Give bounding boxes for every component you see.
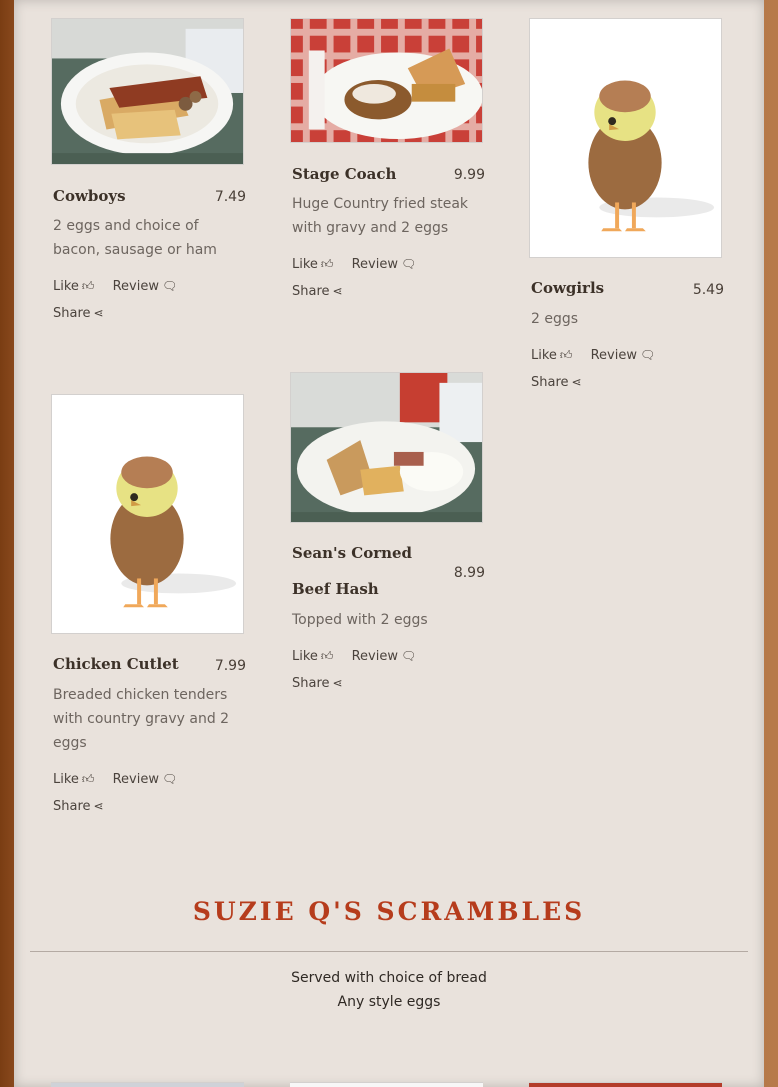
review-button[interactable] <box>352 643 417 670</box>
menu-item-actions <box>531 342 726 396</box>
thumbs-up-icon: 👍︎ <box>559 348 573 362</box>
share-icon: ⋖ <box>332 284 343 298</box>
share-button[interactable] <box>292 278 343 305</box>
share-icon: ⋖ <box>332 676 343 690</box>
like-label: Like <box>292 649 318 664</box>
thumbs-up-icon: 👍︎ <box>81 279 95 293</box>
comment-icon: 🗨︎ <box>401 649 417 663</box>
comment-icon: 🗨︎ <box>401 257 417 271</box>
chick-egg-icon <box>530 19 721 257</box>
food-photo-icon <box>52 19 243 164</box>
next-photo-edge <box>290 1082 483 1087</box>
food-photo-icon <box>291 19 482 142</box>
review-label: Review <box>351 257 398 272</box>
review-button[interactable] <box>352 251 417 278</box>
share-label: Share <box>292 676 330 691</box>
section-divider <box>30 951 748 952</box>
menu-item-actions <box>53 273 248 327</box>
menu-item-actions <box>53 766 248 820</box>
menu-item-photo[interactable] <box>529 18 722 258</box>
comment-icon: 🗨︎ <box>640 348 656 362</box>
menu-item-photo[interactable] <box>51 394 244 634</box>
share-button[interactable] <box>292 670 343 697</box>
menu-item-actions <box>292 251 487 305</box>
like-button[interactable] <box>53 273 94 300</box>
share-button[interactable] <box>53 793 104 820</box>
review-label: Review <box>112 772 159 787</box>
menu-item-price: 5.49 <box>692 282 724 298</box>
review-label: Review <box>590 348 637 363</box>
share-icon: ⋖ <box>571 375 582 389</box>
like-button[interactable] <box>292 643 333 670</box>
menu-item-price: 7.49 <box>214 189 246 205</box>
menu-item-description: Huge Country fried steak with gravy and 2 eggs <box>292 196 469 236</box>
review-button[interactable] <box>113 273 178 300</box>
food-photo-icon <box>291 373 482 522</box>
next-photo-edge <box>51 1082 244 1087</box>
menu-item-cowgirls <box>529 18 729 408</box>
share-button[interactable] <box>53 300 104 327</box>
share-label: Share <box>53 799 91 814</box>
like-label: Like <box>292 257 318 272</box>
comment-icon: 🗨︎ <box>162 772 178 786</box>
menu-item-stage-coach <box>290 18 490 338</box>
menu-item-title: Chicken Cutlet <box>53 655 179 673</box>
comment-icon: 🗨︎ <box>162 279 178 293</box>
menu-item-chicken-cutlet <box>51 394 251 814</box>
chick-egg-icon <box>52 395 243 633</box>
thumbs-up-icon: 👍︎ <box>320 649 334 663</box>
review-label: Review <box>351 649 398 664</box>
menu-item-description: 2 eggs and choice of bacon, sausage or ham <box>53 218 217 258</box>
menu-item-cowboys <box>51 18 251 358</box>
like-button[interactable] <box>53 766 94 793</box>
like-button[interactable] <box>531 342 572 369</box>
like-label: Like <box>53 279 79 294</box>
menu-item-actions <box>292 643 487 697</box>
menu-item-price: 7.99 <box>214 658 246 674</box>
menu-item-title: Sean's Corned Beef Hash <box>292 544 413 598</box>
menu-item-photo[interactable] <box>290 372 483 523</box>
menu-item-description: 2 eggs <box>531 311 579 327</box>
menu-item-description: Topped with 2 eggs <box>292 612 428 628</box>
review-button[interactable] <box>113 766 178 793</box>
share-label: Share <box>53 306 91 321</box>
share-icon: ⋖ <box>93 799 104 813</box>
menu-item-description: Breaded chicken tenders with country gravy and 2 eggs <box>53 687 230 751</box>
review-button[interactable] <box>591 342 656 369</box>
next-photo-edge <box>529 1082 722 1087</box>
menu-item-title: Cowgirls <box>531 279 605 297</box>
menu-item-photo[interactable] <box>51 18 244 165</box>
menu-item-price: 8.99 <box>453 565 485 581</box>
menu-item-price: 9.99 <box>453 167 485 183</box>
share-button[interactable] <box>531 369 582 396</box>
menu-item-photo[interactable] <box>290 18 483 143</box>
section-description-line-2: Any style eggs <box>337 994 441 1010</box>
thumbs-up-icon: 👍︎ <box>320 257 334 271</box>
menu-item-title: Stage Coach <box>292 165 397 183</box>
share-label: Share <box>531 375 569 390</box>
section-description-line-1: Served with choice of bread <box>291 970 487 986</box>
menu-item-corned-beef-hash <box>290 372 490 712</box>
like-label: Like <box>53 772 79 787</box>
like-label: Like <box>531 348 557 363</box>
menu-item-title: Cowboys <box>53 187 126 205</box>
thumbs-up-icon: 👍︎ <box>81 772 95 786</box>
share-label: Share <box>292 284 330 299</box>
share-icon: ⋖ <box>93 306 104 320</box>
section-title: SUZIE Q'S SCRAMBLES <box>192 897 586 926</box>
like-button[interactable] <box>292 251 333 278</box>
review-label: Review <box>112 279 159 294</box>
